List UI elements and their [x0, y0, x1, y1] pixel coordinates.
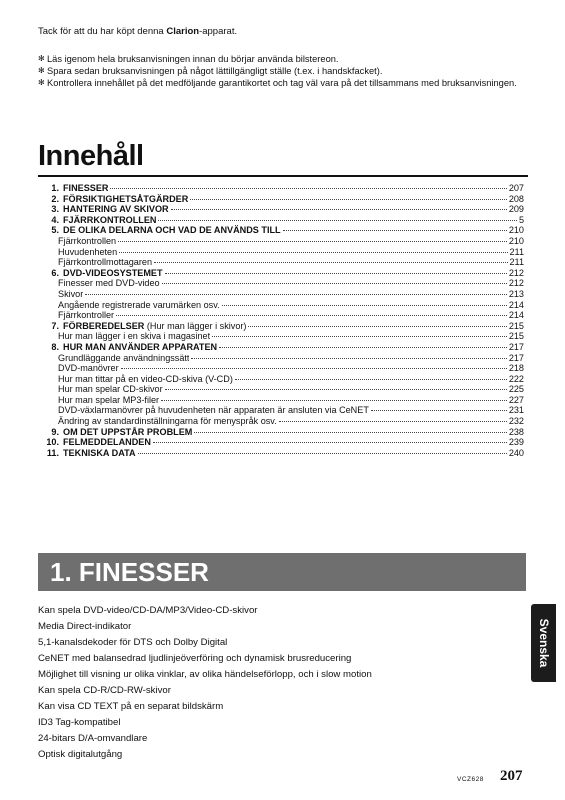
feature-item: 5,1-kanalsdekoder för DTS och Dolby Digital — [38, 637, 228, 648]
toc-entry — [44, 437, 524, 448]
toc-page: 210 — [508, 225, 524, 236]
feature-item: ID3 Tag-kompatibel — [38, 717, 121, 728]
toc-entry — [44, 289, 524, 300]
feature-item: Kan spela CD-R/CD-RW-skivor — [38, 685, 171, 696]
toc-leader — [116, 315, 507, 316]
toc-leader — [171, 209, 507, 210]
model-code: VCZ628 — [457, 776, 484, 783]
toc-page: 218 — [508, 363, 524, 374]
toc-leader — [219, 347, 507, 348]
toc-label-text: Finesser med DVD-video — [58, 278, 160, 289]
toc-entry — [44, 215, 524, 226]
toc-label — [58, 353, 189, 364]
toc-page: 232 — [508, 416, 524, 427]
toc-label — [63, 183, 108, 194]
toc-page: 211 — [509, 257, 524, 268]
toc-label-text: FÖRSIKTIGHETSÅTGÄRDER — [63, 193, 189, 204]
intro-line — [38, 26, 237, 37]
toc-leader — [165, 389, 507, 390]
toc-page: 217 — [508, 341, 524, 352]
toc-leader — [235, 379, 507, 380]
note-item — [38, 77, 528, 89]
toc-leader — [279, 421, 507, 422]
toc-label — [63, 342, 217, 353]
toc-page: 217 — [508, 352, 524, 363]
note-text: Läs igenom hela bruksanvisningen innan du börjar använda bilstereon. — [47, 54, 339, 64]
features-list — [38, 603, 372, 763]
toc-leader — [194, 432, 506, 433]
page-number: 207 — [500, 768, 523, 784]
toc-page: 240 — [508, 447, 524, 458]
toc-number: 7. — [51, 320, 59, 331]
toc-label-text: Fjärrkontrollmottagaren — [58, 257, 153, 268]
toc-label — [58, 405, 369, 416]
toc-label — [63, 194, 188, 205]
toc-label-text: FÖRBEREDELSER — [63, 320, 145, 331]
toc-leader — [190, 199, 507, 200]
toc-leader — [85, 294, 507, 295]
toc-leader — [161, 400, 507, 401]
toc-label-text: Hur man spelar MP3-filer — [58, 394, 160, 405]
toc-number: 3. — [51, 204, 59, 215]
toc-leader — [138, 453, 507, 454]
feature-item: 24-bitars D/A-omvandlare — [38, 733, 148, 744]
feature-item: Optisk digitalutgång — [38, 749, 123, 760]
toc-entry — [44, 427, 524, 438]
toc-label — [63, 437, 151, 448]
note-item — [38, 53, 528, 65]
toc-label — [63, 225, 281, 236]
feature-item: Kan spela DVD-video/CD-DA/MP3/Video-CD-skivor — [38, 605, 258, 616]
toc-label-text: DVD-växlarmanövrer på huvudenheten när apparaten är ansluten via CeNET — [58, 405, 369, 416]
toc-entry — [44, 363, 524, 374]
toc-label-text: Hur man tittar på en video-CD-skiva (V-CD) — [58, 373, 233, 384]
toc-leader — [162, 283, 507, 284]
toc-page: 214 — [508, 310, 524, 321]
toc-leader — [212, 336, 507, 337]
feature-item: Kan visa CD TEXT på en separat bildskärm — [38, 701, 224, 712]
toc-label — [58, 257, 152, 268]
toc-entry — [44, 257, 524, 268]
toc-page: 215 — [508, 331, 524, 342]
toc-number: 9. — [51, 426, 59, 437]
toc-number: 5. — [51, 225, 59, 236]
note-marker-icon: ✻ — [38, 66, 45, 76]
toc-label-extra: (Hur man lägger i skivor) — [144, 320, 247, 331]
toc-entry — [44, 374, 524, 385]
toc-entry — [44, 342, 524, 353]
toc-leader — [154, 262, 507, 263]
toc-label-text: Grundläggande användningssätt — [58, 352, 190, 363]
toc-page: 231 — [508, 405, 524, 416]
toc-label — [58, 236, 116, 247]
toc-page: 212 — [508, 267, 524, 278]
toc-label-text: Hur man spelar CD-skivor — [58, 384, 163, 395]
toc-entry — [44, 331, 524, 342]
toc-leader — [110, 188, 506, 189]
toc-page: 215 — [508, 320, 524, 331]
note-text: Spara sedan bruksanvisningen på något lättillgängligt ställe (t.ex. i handskfacket). — [47, 66, 383, 77]
toc-label-text: Fjärrkontrollen — [58, 235, 117, 246]
toc-entry — [44, 204, 524, 215]
toc-entry — [44, 321, 524, 332]
toc-entry — [44, 278, 524, 289]
toc-label-text: Hur man lägger i en skiva i magasinet — [58, 331, 211, 342]
brand-name: Clarion — [166, 26, 200, 37]
toc-entry — [44, 395, 524, 406]
feature-item: Media Direct-indikator — [38, 621, 132, 632]
note-item — [38, 65, 528, 77]
toc-leader — [283, 230, 507, 231]
section-banner — [38, 553, 526, 591]
toc-number: 4. — [51, 214, 59, 225]
toc-label — [63, 215, 156, 226]
toc-page: 213 — [508, 288, 524, 299]
toc-entry — [44, 225, 524, 236]
intro-post: -apparat. — [199, 26, 238, 37]
toc-leader — [222, 305, 507, 306]
toc-label-text: DE OLIKA DELARNA OCH VAD DE ANVÄNDS TILL — [63, 225, 281, 236]
toc-label — [58, 384, 163, 395]
toc-label-text: HANTERING AV SKIVOR — [63, 204, 169, 215]
toc-page: 227 — [508, 394, 524, 405]
toc-label — [58, 395, 159, 406]
toc-page: 222 — [508, 373, 524, 384]
toc-page: 212 — [508, 278, 524, 289]
toc-label — [58, 374, 233, 385]
toc-leader — [118, 241, 507, 242]
toc-label — [63, 268, 163, 279]
toc-label-text: Fjärrkontroller — [58, 310, 115, 321]
toc-label-text: FELMEDDELANDEN — [63, 437, 151, 448]
toc-leader — [119, 252, 507, 253]
toc-label — [58, 289, 83, 300]
section-banner-title: 1. FINESSER — [50, 557, 209, 587]
toc-label — [63, 204, 169, 215]
toc-number: 11. — [46, 447, 59, 458]
toc-page: 208 — [508, 193, 524, 204]
toc-page: 211 — [509, 246, 524, 257]
toc-leader — [121, 368, 507, 369]
toc-leader — [371, 410, 507, 411]
intro-pre: Tack för att du har köpt denna — [38, 26, 167, 37]
toc-label-text: HUR MAN ANVÄNDER APPARATEN — [63, 341, 218, 352]
title-divider — [38, 175, 528, 177]
toc-entry — [44, 448, 524, 459]
note-marker-icon: ✻ — [38, 54, 45, 63]
toc-leader — [158, 220, 516, 221]
toc-entry — [44, 268, 524, 279]
toc-page: 225 — [508, 384, 524, 395]
toc-label — [58, 416, 277, 427]
toc-page: 207 — [508, 183, 524, 193]
toc-label — [58, 331, 210, 342]
language-tab — [531, 604, 556, 682]
toc-entry — [44, 405, 524, 416]
toc-label — [58, 278, 160, 289]
toc-page: 239 — [508, 437, 524, 448]
feature-item: CeNET med balansedrad ljudlinjeöverföring och dynamisk brusreducering — [38, 653, 352, 664]
toc-label-text: DVD-VIDEOSYSTEMET — [63, 267, 163, 278]
toc-number: 8. — [51, 341, 59, 352]
toc-label-text: FJÄRRKONTROLLEN — [63, 214, 157, 225]
toc-label — [63, 448, 136, 459]
note-marker-icon: ✻ — [38, 78, 45, 88]
toc-label-text: FINESSER — [63, 183, 109, 193]
toc-page: 209 — [508, 204, 524, 215]
toc-label — [58, 300, 220, 311]
toc-number: 2. — [51, 193, 59, 204]
toc-label-text: Angående registrerade varumärken osv. — [58, 299, 220, 310]
toc-number: 10. — [46, 437, 59, 448]
toc-page: 5 — [518, 214, 524, 225]
toc-page: 238 — [508, 426, 524, 437]
toc-entry — [44, 416, 524, 427]
toc-leader — [153, 442, 507, 443]
toc-number: 1. — [51, 183, 59, 193]
language-tab-label: Svenska — [536, 618, 551, 668]
toc-label — [63, 427, 192, 438]
toc-label-text: OM DET UPPSTÅR PROBLEM — [63, 426, 193, 437]
toc-page: 214 — [508, 299, 524, 310]
toc-label-text: Ändring av standardinställningarna för menyspråk osv. — [58, 416, 277, 427]
toc-entry — [44, 194, 524, 205]
toc-entry — [44, 353, 524, 364]
toc-entry — [44, 300, 524, 311]
toc-entry — [44, 236, 524, 247]
notes-list — [38, 53, 528, 90]
toc-leader — [248, 326, 506, 327]
note-text: Kontrollera innehållet på det medföljande garantikortet och tag väl vara på det tillsammans med bruksanvisningen. — [47, 78, 517, 89]
toc-entry — [44, 310, 524, 321]
toc-label — [63, 321, 246, 332]
toc-page: 210 — [508, 235, 524, 246]
toc-label — [58, 247, 117, 258]
toc-entry — [44, 247, 524, 258]
toc-label-text: DVD-manövrer — [58, 363, 119, 374]
contents-title: Innehåll — [38, 140, 144, 172]
toc-number: 6. — [51, 267, 59, 278]
toc-label — [58, 310, 114, 321]
toc-leader — [165, 273, 507, 274]
toc-entry — [44, 183, 524, 194]
table-of-contents — [44, 183, 524, 458]
feature-item: Möjlighet till visning ur olika vinklar, av olika händelseförlopp, och i slow motion — [38, 669, 372, 680]
toc-label-text: Huvudenheten — [58, 246, 118, 257]
toc-label — [58, 363, 119, 374]
toc-label-text: TEKNISKA DATA — [63, 447, 136, 458]
toc-leader — [191, 358, 506, 359]
toc-entry — [44, 384, 524, 395]
toc-label-text: Skivor — [58, 288, 84, 299]
